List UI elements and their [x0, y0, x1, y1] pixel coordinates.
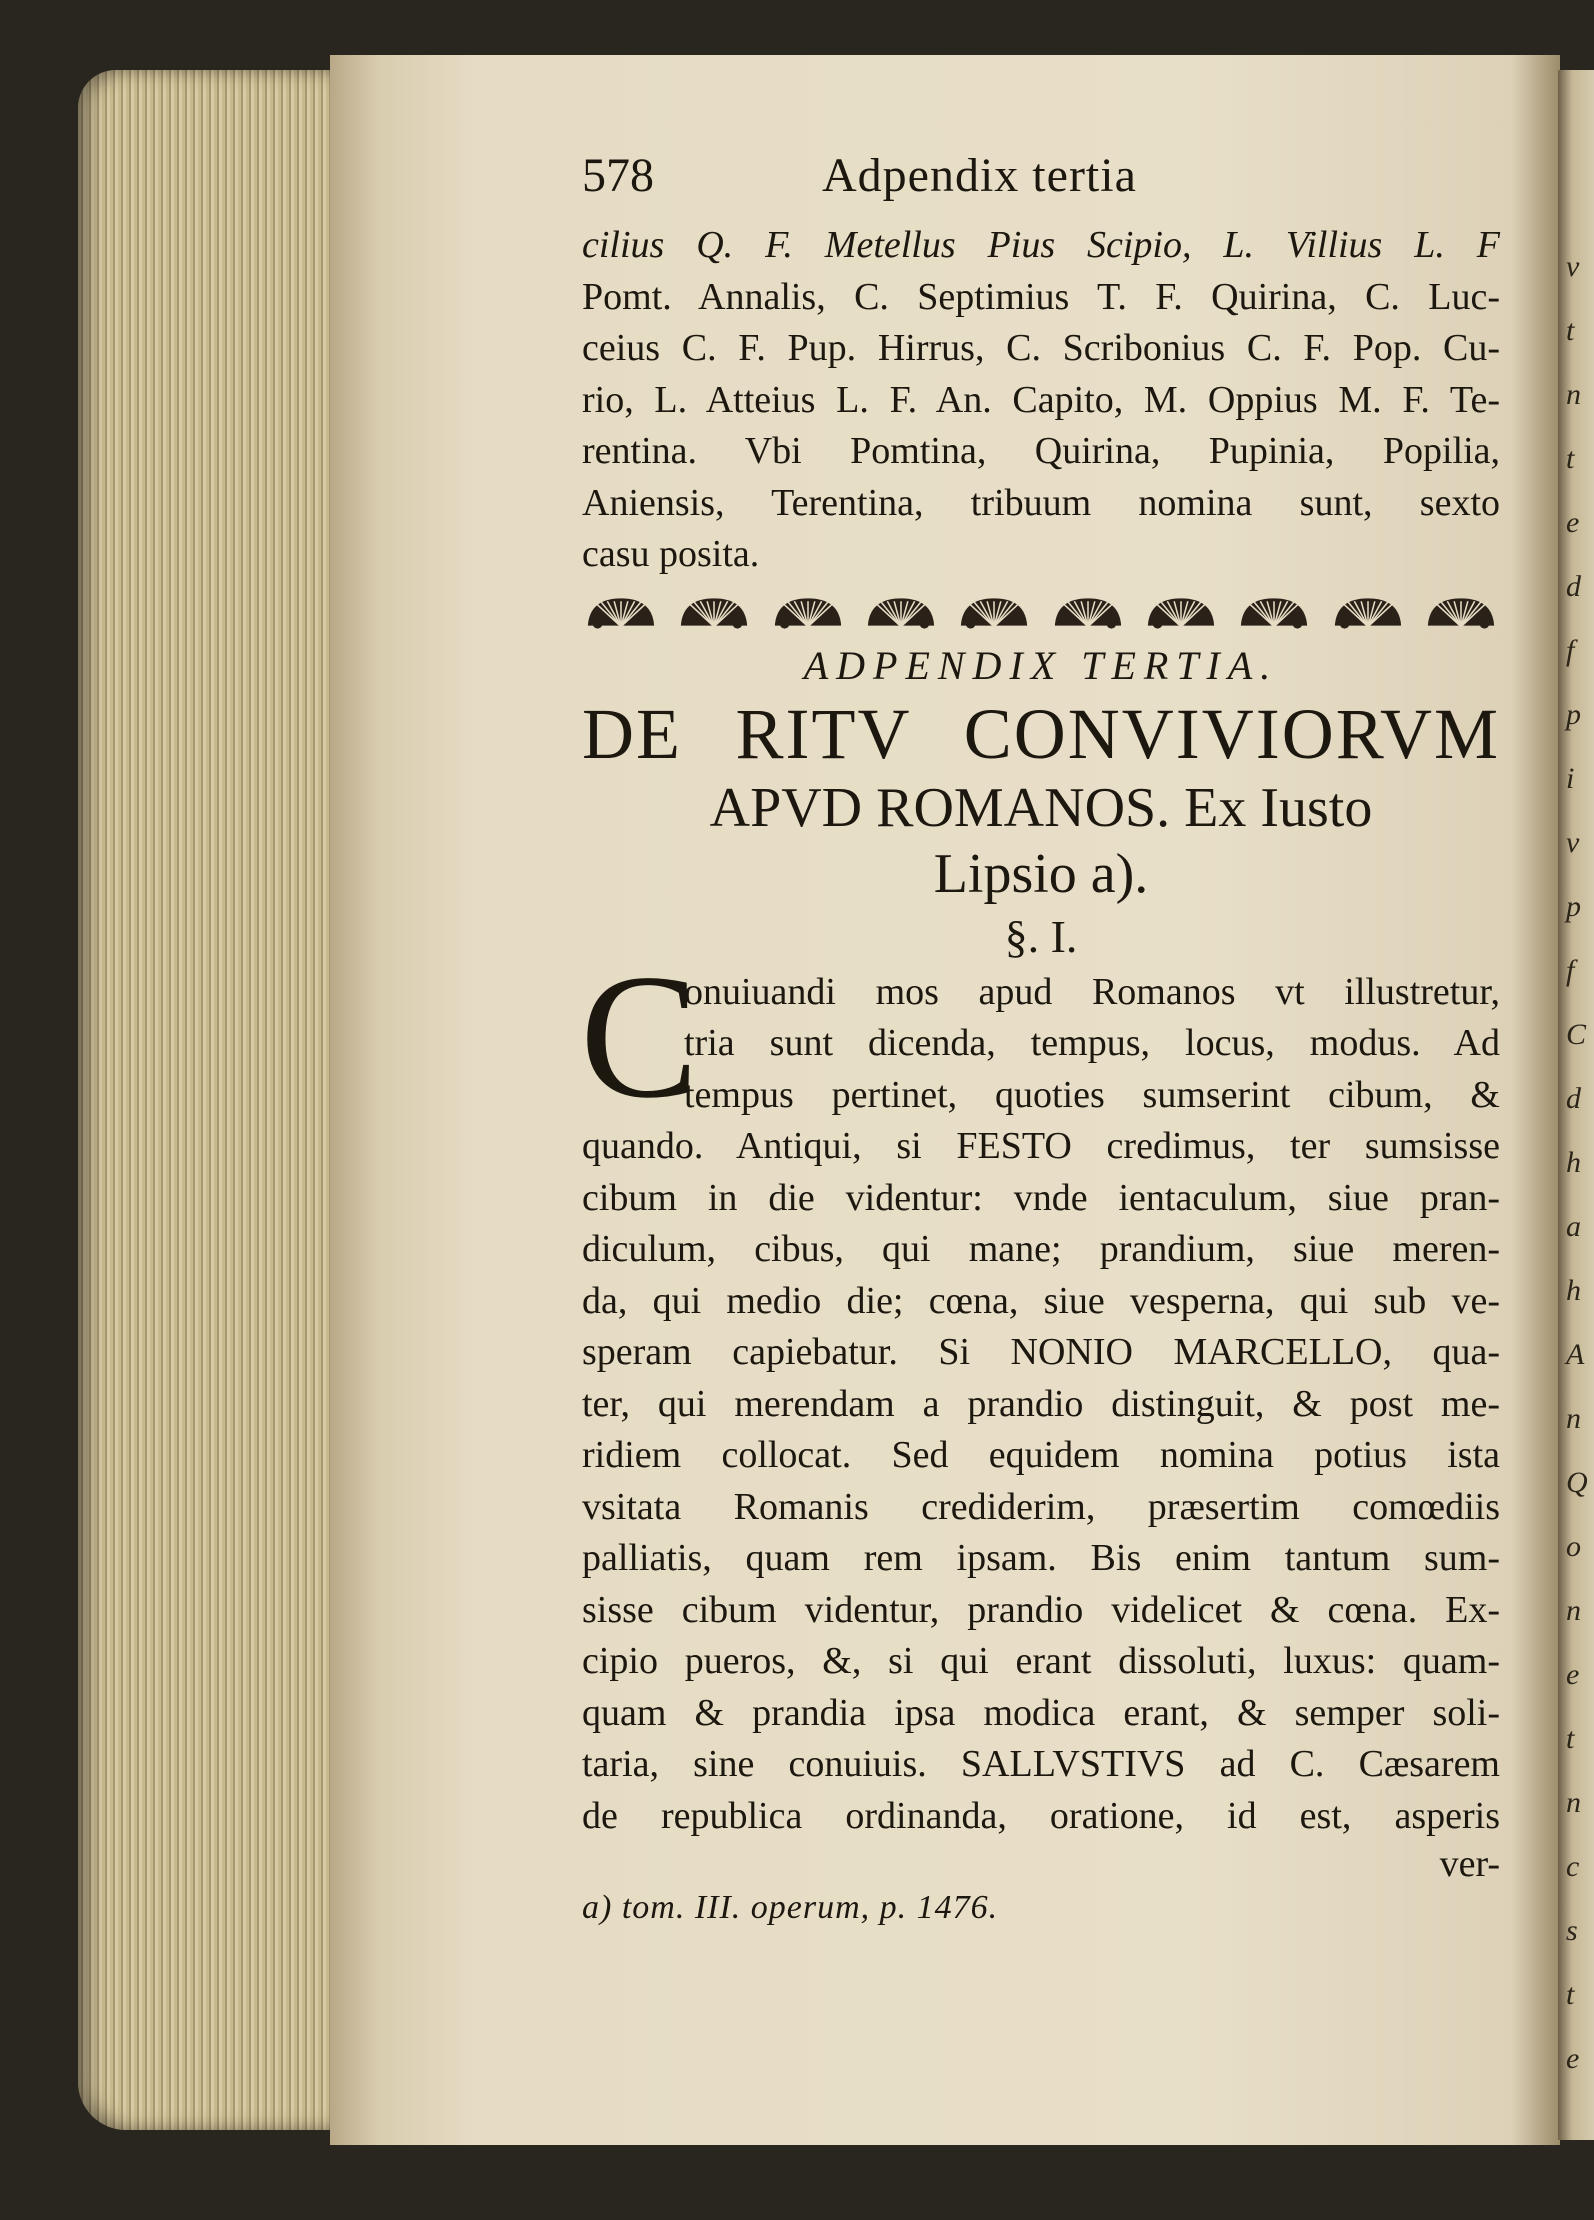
- facing-page-letter: p: [1566, 890, 1581, 923]
- section-number: §. I.: [1004, 910, 1078, 962]
- scallop-shell-ornament-icon: [769, 594, 847, 630]
- text-line: cipio pueros, &, si qui erant dissoluti, luxus: quam-: [582, 1640, 1500, 1682]
- ornament-band: [582, 589, 1500, 635]
- facing-page-letter: v: [1566, 826, 1580, 859]
- continued-text: [582, 220, 1500, 581]
- facing-page-letter: t: [1566, 314, 1575, 347]
- scallop-shell-ornament-icon: [862, 594, 940, 630]
- facing-page-letter: v: [1566, 250, 1580, 283]
- facing-page-letter: c: [1566, 1850, 1580, 1883]
- text-line: rio, L. Atteius L. F. An. Capito, M. Oppius M. F. Te-: [582, 378, 1500, 421]
- text-line: da, qui medio die; cœna, siue vesperna, qui sub ve-: [582, 1279, 1500, 1322]
- text-line: speram capiebatur. Si NONIO MARCELLO, qua-: [582, 1331, 1500, 1373]
- text-line: Pomt. Annalis, C. Septimius T. F. Quirina, C. Luc-: [582, 275, 1500, 318]
- facing-page-letter: n: [1566, 1786, 1581, 1819]
- scallop-shell-ornament-icon: [675, 594, 753, 630]
- text-line: quam & prandia ipsa modica erant, & semper soli-: [582, 1691, 1500, 1734]
- facing-page-letter: o: [1566, 1530, 1581, 1563]
- facing-page-letter: a: [1566, 1210, 1581, 1243]
- facing-page-letter: f: [1566, 634, 1575, 667]
- section-title: APVD ROMANOS. Ex Iusto: [709, 776, 1373, 839]
- facing-page-letter: d: [1566, 1082, 1581, 1115]
- scallop-shell-ornament-icon: [1329, 594, 1407, 630]
- page-text-block: [582, 150, 1500, 1930]
- footnote: a) tom. III. operum, p. 1476.: [582, 1889, 999, 1926]
- text-line: tempus pertinet, quoties sumserint cibum, &: [684, 1073, 1500, 1116]
- text-line: cibum in die videntur: vnde ientaculum, siue pran-: [582, 1176, 1500, 1219]
- scallop-shell-ornament-icon: [1235, 594, 1313, 630]
- facing-page-letter: e: [1566, 2042, 1580, 2075]
- facing-page-letter: Q: [1566, 1466, 1588, 1499]
- scallop-shell-ornament-icon: [582, 594, 660, 630]
- text-line: de republica ordinanda, oratione, id est, asperis: [582, 1794, 1500, 1837]
- running-head: [582, 150, 1500, 220]
- text-line: cilius Q. F. Metellus Pius Scipio, L. Villius L. F: [582, 224, 1500, 266]
- scallop-shell-ornament-icon: [955, 594, 1033, 630]
- page-number: 578: [582, 149, 654, 202]
- facing-page-letter: p: [1566, 698, 1581, 731]
- section-label: ADPENDIX TERTIA.: [803, 642, 1279, 688]
- text-line: onuiuandi mos apud Romanos vt illustretur,: [684, 970, 1500, 1013]
- facing-page-letter: s: [1566, 1914, 1578, 1947]
- scallop-shell-ornament-icon: [1142, 594, 1220, 630]
- facing-page-letter: n: [1566, 378, 1581, 411]
- facing-page-letter: C: [1566, 1018, 1587, 1051]
- facing-page-letter: n: [1566, 1402, 1581, 1435]
- facing-page-letter: n: [1566, 1594, 1581, 1627]
- section-title: Lipsio a).: [933, 842, 1149, 905]
- book-page-edges: [78, 70, 340, 2130]
- text-line: sisse cibum videntur, prandio videlicet & cœna. Ex-: [582, 1588, 1500, 1631]
- facing-page-letter: A: [1566, 1338, 1585, 1371]
- facing-page-letter: h: [1566, 1274, 1581, 1307]
- facing-page-letter: h: [1566, 1146, 1581, 1179]
- scallop-shell-ornament-icon: [1422, 594, 1500, 630]
- facing-page-letter: e: [1566, 506, 1580, 539]
- catchword: ver-: [1439, 1843, 1500, 1885]
- facing-page-letter: t: [1566, 1978, 1575, 2011]
- facing-page-letter: e: [1566, 1658, 1580, 1691]
- facing-page-letter: t: [1566, 1722, 1575, 1755]
- text-line: quando. Antiqui, si FESTO credimus, ter sumsisse: [582, 1125, 1500, 1167]
- text-line: rentina. Vbi Pomtina, Quirina, Pupinia, Popilia,: [582, 430, 1500, 472]
- facing-page-letter: t: [1566, 442, 1575, 475]
- running-head-title: Adpendix tertia: [822, 149, 1137, 202]
- scallop-shell-ornament-icon: [1049, 594, 1127, 630]
- section-title: DE RITV CONVIVIORVM: [582, 693, 1500, 774]
- facing-page-letter: d: [1566, 570, 1581, 603]
- text-line: taria, sine conuiuis. SALLVSTIVS ad C. Cæsarem: [582, 1743, 1500, 1785]
- facing-page-strip: [1558, 70, 1594, 2140]
- text-line: tria sunt dicenda, tempus, locus, modus. Ad: [684, 1022, 1500, 1064]
- facing-page-letter: i: [1566, 762, 1575, 795]
- text-line: casu posita.: [582, 533, 760, 575]
- text-line: ceius C. F. Pup. Hirrus, C. Scribonius C. F. Pop. Cu-: [582, 327, 1500, 369]
- text-line: diculum, cibus, qui mane; prandium, siue meren-: [582, 1228, 1500, 1270]
- text-line: vsitata Romanis crediderim, præsertim comœdiis: [582, 1485, 1500, 1528]
- paragraph: [580, 936, 1500, 1931]
- text-line: palliatis, quam rem ipsam. Bis enim tantum sum-: [582, 1537, 1500, 1579]
- text-line: ridiem collocat. Sed equidem nomina potius ista: [582, 1434, 1500, 1476]
- drop-cap: C: [580, 936, 699, 1135]
- text-line: ter, qui merendam a prandio distinguit, & post me-: [582, 1382, 1500, 1425]
- facing-page-letter: f: [1566, 954, 1575, 987]
- text-line: Aniensis, Terentina, tribuum nomina sunt, sexto: [582, 481, 1500, 524]
